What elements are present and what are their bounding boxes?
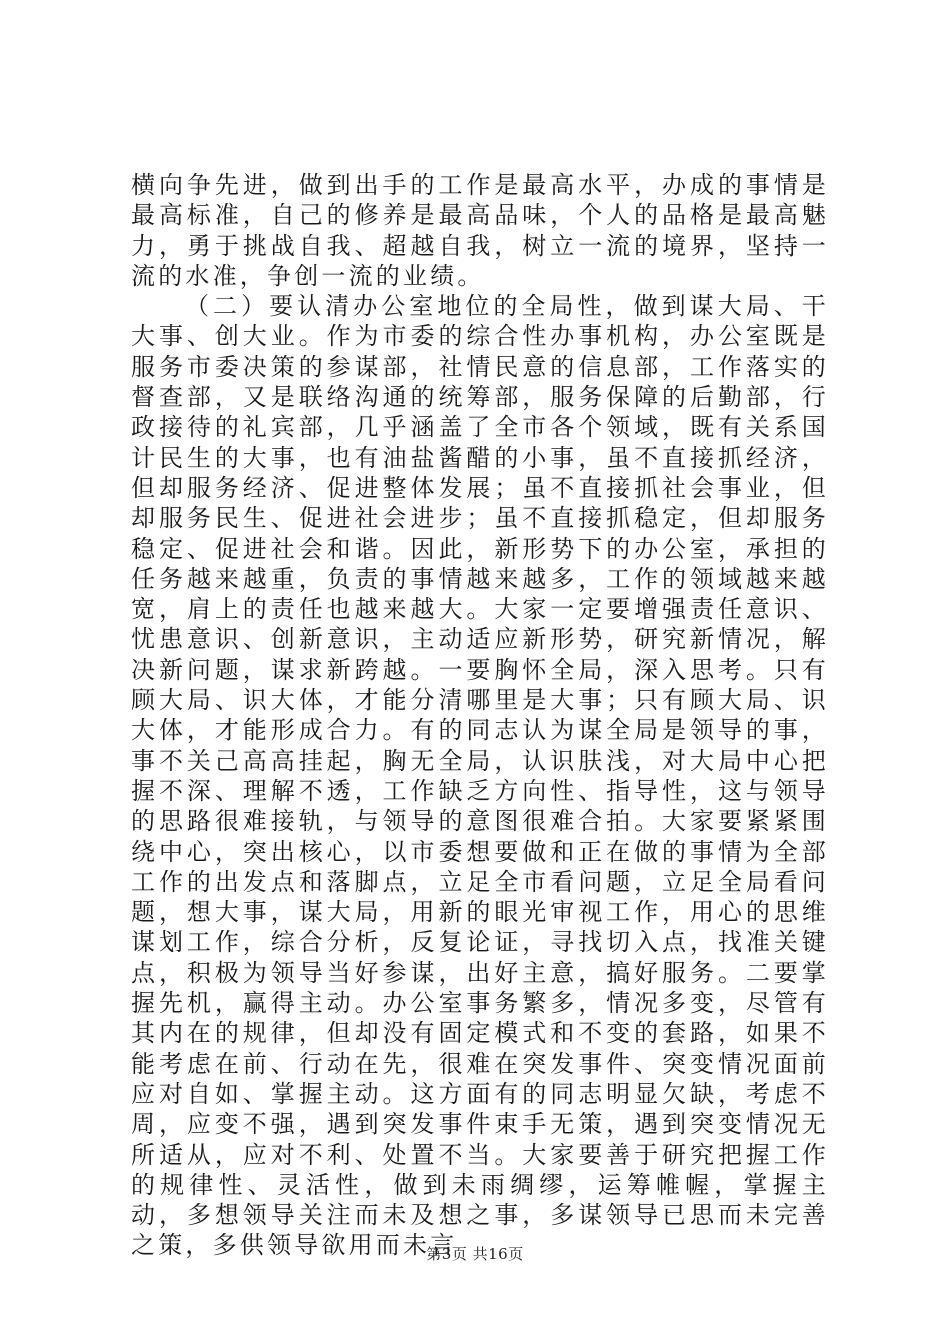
page-number-footer: 第3页 共16页 xyxy=(426,1245,524,1263)
paragraph-section-two: （二）要认清办公室地位的全局性，做到谋大局、干大事、创大业。作为市委的综合性办事机构，办公室既是服务市委决策的参谋部，社情民意的信息部，工作落实的督查部，又是联络沟通的统筹部，服务保障的后勤部，行政接待的礼宾部，几乎涵盖了全市各个领域，既有关系国计民生的大事，也有油盐酱醋的小事，虽不直接抓经济，但却服务经济、促进整体发展；虽不直接抓社会事业，但却服务民生、促进社会进步；虽不直接抓稳定，但却服务稳定、促进社会和谐。因此，新形势下的办公室，承担的任务越来越重，负责的事情越来越多，工作的领域越来越宽，肩上的责任也越来越大。大家一定要增强责任意识、忧患意识、创新意识，主动适应新形势，研究新情况，解决新问题，谋求新跨越。一要胸怀全局，深入思考。只有顾大局、识大体，才能分清哪里是大事；只有顾大局、识大体，才能形成合力。有的同志认为谋全局是领导的事，事不关己高高挂起，胸无全局，认识肤浅，对大局中心把握不深、理解不透，工作缺乏方向性、指导性，这与领导的思路很难接轨，与领导的意图很难合拍。大家要紧紧围绕中心，突出核心，以市委想要做和正在做的事情为全部工作的出发点和落脚点，立足全市看问题，立足全局看问题，想大事，谋大局，用新的眼光审视工作，用心的思维谋划工作，综合分析，反复论证，寻找切入点，找准关键点，积极为领导当好参谋，出好主意，搞好服务。二要掌握先机，赢得主动。办公室事务繁多，情况多变，尽管有其内在的规律，但却没有固定模式和不变的套路，如果不能考虑在前、行动在先，很难在突发事件、突变情况面前应对自如、掌握主动。这方面有的同志明显欠缺，考虑不周，应变不强，遇到突发事件束手无策，遇到突变情况无所适从，应对不利、处置不当。大家要善于研究把握工作的规律性、灵活性，做到未雨绸缪，运筹帷幄，掌握主动，多想领导关注而未及想之事，多谋领导已思而未完善之策，多供领导欲用而未言 xyxy=(131,292,829,1260)
document-body xyxy=(131,170,829,1261)
paragraph-continuation: 横向争先进，做到出手的工作是最高水平，办成的事情是最高标准，自己的修养是最高品味，个人的品格是最高魅力，勇于挑战自我、超越自我，树立一流的境界，坚持一流的水准，争创一流的业绩。 xyxy=(131,171,829,290)
